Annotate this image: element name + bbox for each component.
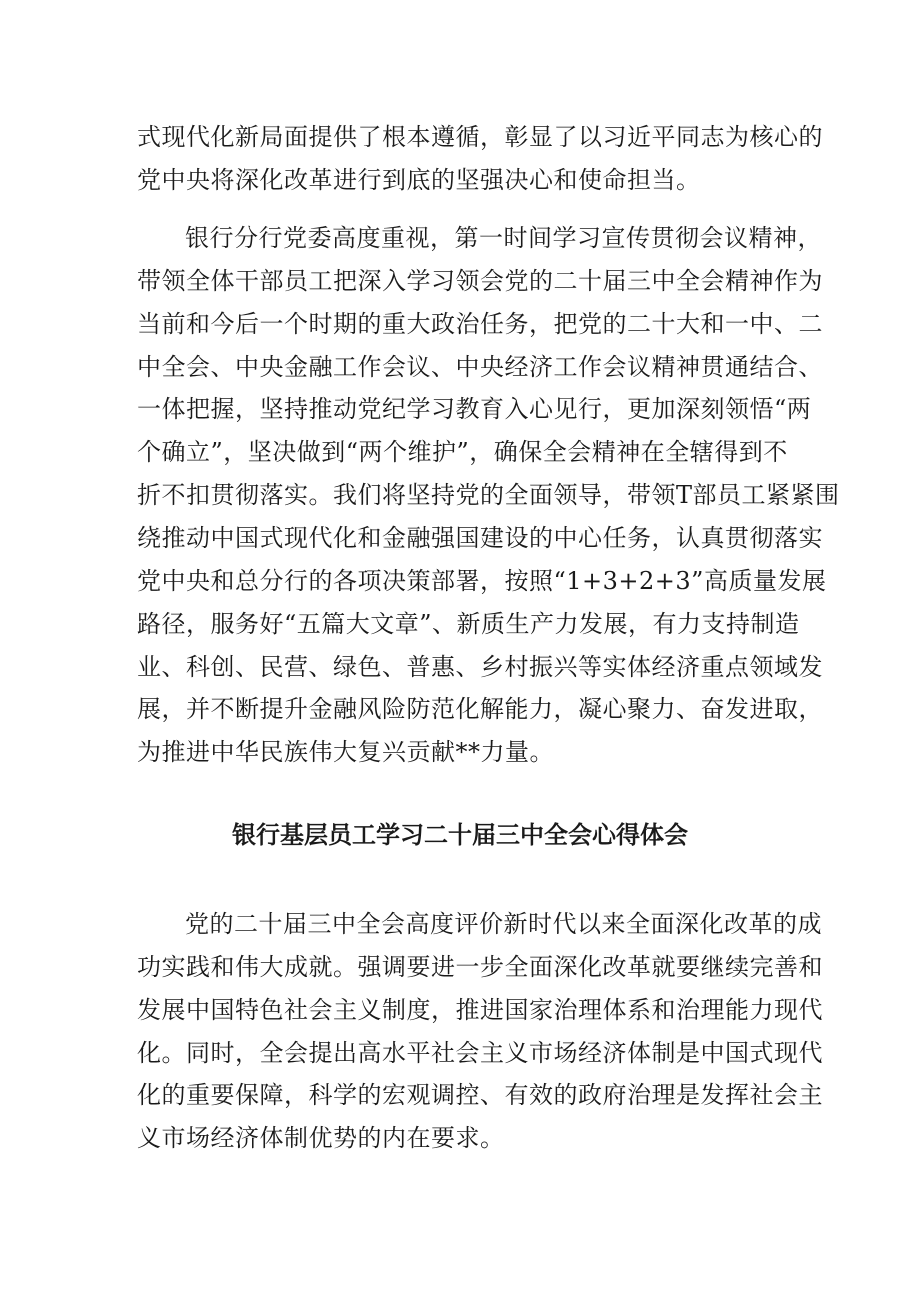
paragraph-line: 带领全体干部员工把深入学习领会党的二十届三中全会精神作为: [137, 267, 823, 295]
paragraph-line: 绕推动中国式现代化和金融强国建设的中心任务，认真贯彻落实: [137, 524, 823, 552]
paragraph-line: 路径，服务好“五篇大文章”、新质生产力发展，有力支持制造: [137, 610, 800, 638]
section-heading: 银行基层员工学习二十届三中全会心得体会: [232, 821, 688, 849]
paragraph-line: 义市场经济体制优势的内在要求。: [137, 1124, 505, 1152]
paragraph-line: 化。同时，全会提出高水平社会主义市场经济体制是中国式现代: [137, 1039, 823, 1067]
paragraph-line: 中全会、中央金融工作会议、中央经济工作会议精神贯通结合、: [137, 353, 823, 381]
paragraph-line: 展，并不断提升金融风险防范化解能力，凝心聚力、奋发进取，: [137, 695, 823, 723]
paragraph-line: 当前和今后一个时期的重大政治任务，把党的二十大和一中、二: [137, 310, 823, 338]
paragraph-line: 个确立”，坚决做到“两个维护”，确保全会精神在全辖得到不: [137, 438, 788, 466]
paragraph-line: 党中央和总分行的各项决策部署，按照“1+3+2+3”高质量发展: [137, 567, 827, 595]
paragraph-line: 一体把握，坚持推动党纪学习教育入心见行，更加深刻领悟“两: [137, 395, 812, 423]
paragraph-line: 发展中国特色社会主义制度，推进国家治理体系和治理能力现代: [137, 996, 823, 1024]
paragraph-line: 化的重要保障，科学的宏观调控、有效的政府治理是发挥社会主: [137, 1081, 823, 1109]
paragraph-line: 银行分行党委高度重视，第一时间学习宣传贯彻会议精神，: [185, 224, 822, 252]
paragraph-line: 为推进中华民族伟大复兴贡献**力量。: [137, 738, 554, 766]
paragraph-line: 业、科创、民营、绿色、普惠、乡村振兴等实体经济重点领域发: [137, 653, 823, 681]
paragraph-line: 党中央将深化改革进行到底的坚强决心和使命担当。: [137, 166, 701, 194]
paragraph-line: 式现代化新局面提供了根本遵循，彰显了以习近平同志为核心的: [137, 123, 823, 151]
paragraph-line: 折不扣贯彻落实。我们将坚持党的全面领导，带领T部员工紧紧围: [137, 481, 840, 509]
paragraph-line: 功实践和伟大成就。强调要进一步全面深化改革就要继续完善和: [137, 953, 823, 981]
paragraph-line: 党的二十届三中全会高度评价新时代以来全面深化改革的成: [185, 910, 822, 938]
